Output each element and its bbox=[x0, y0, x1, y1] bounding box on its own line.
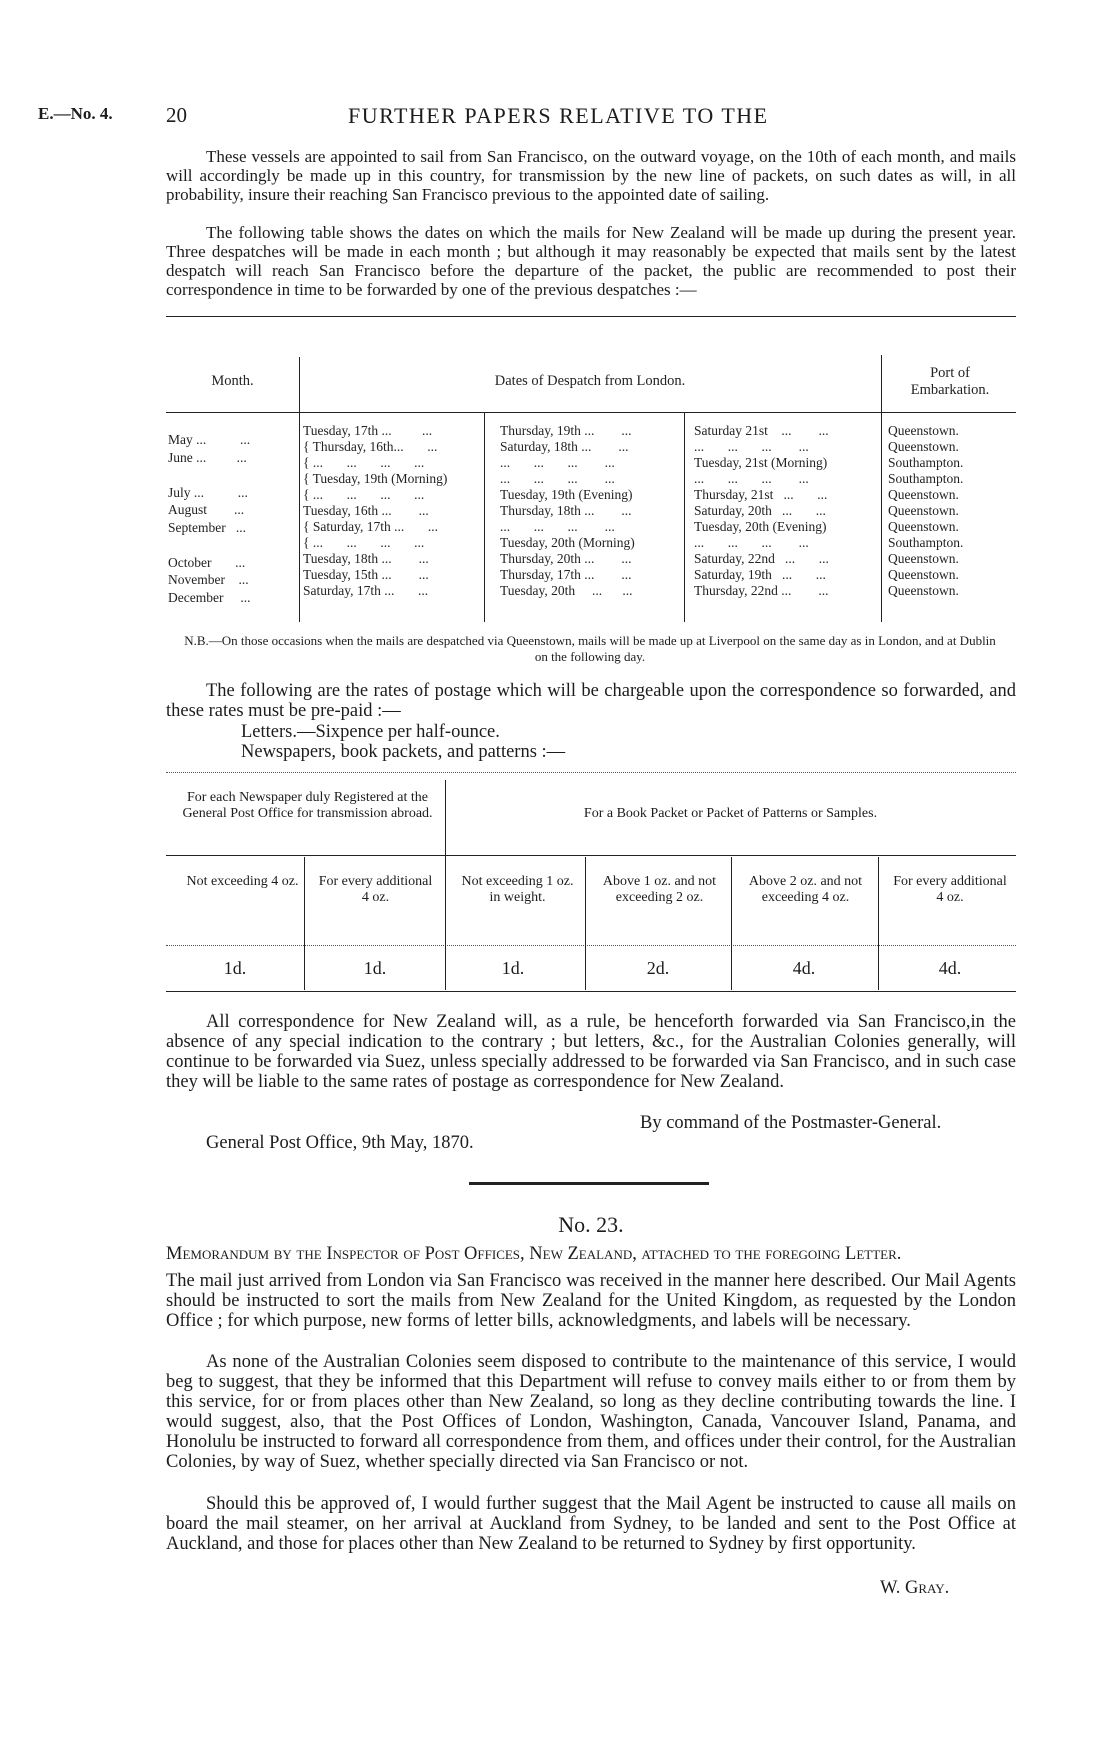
rates-col-divider-1 bbox=[304, 857, 305, 990]
dispatch-column-3: Saturday 21st ... ... ... ... ... ... Tuesday, 21st (Morning) ... ... ... ... Thursday, 21st ... ... Saturday, 20th ... ... Tuesday, 20th (Evening) ... ... ... ... Saturday, 22nd ... ... Saturday, 19th ... ... Thursday, 22nd ... ... bbox=[694, 423, 829, 598]
intro-paragraph-1-text: These vessels are appointed to sail from San Francisco, on the outward voyage, on the 10th of each month, and mails will accordingly be made up in this country, for transmission by the new line of packets, on such dates as will, in all probability, insure their reaching San Francisco previous to the appointed date of sailing. bbox=[166, 147, 1016, 204]
table-col-divider-4 bbox=[881, 355, 882, 622]
dispatch-column-1: Tuesday, 17th ... ... { Thursday, 16th... ... { ... ... ... ... { Tuesday, 19th (Morning) { ... ... ... ... Tuesday, 16th ... ... { Saturday, 17th ... ... { ... ... ... ... Tuesday, 18th ... ... Tuesday, 15th ... ... Saturday, 17th ... ... bbox=[303, 423, 448, 598]
rates-group-book: For a Book Packet or Packet of Patterns or Samples. bbox=[583, 806, 878, 821]
closing-signature: By command of the Postmaster-General. bbox=[640, 1113, 942, 1133]
memo-paragraph-1-text: The mail just arrived from London via San Francisco was received in the manner here described. Our Mail Agents should be instructed to sort the mails from New Zealand for the United Kingdom, as requested by the London Office ; for which purpose, new forms of letter bills, acknowledgments, and labels will be necessary. bbox=[166, 1271, 1016, 1331]
memo-paragraph-3 bbox=[166, 1494, 1016, 1554]
page-number: 20 bbox=[166, 103, 187, 127]
memo-paragraph-1 bbox=[166, 1271, 1016, 1331]
rates-bottom-rule bbox=[166, 991, 1016, 992]
rate-value-2: 1d. bbox=[363, 958, 387, 978]
rate-value-4: 2d. bbox=[646, 958, 670, 978]
rates-col-divider-4 bbox=[731, 857, 732, 990]
running-title: FURTHER PAPERS RELATIVE TO THE bbox=[348, 103, 769, 128]
closing-paragraph-text: All correspondence for New Zealand will, as a rule, be henceforth forwarded via San Francisco,in the absence of any special indication to the contrary ; but letters, &c., for the Australian Colonies generally, will continue to be forwarded via Suez, unless specially addressed to be forwarded via San Francisco, and in such case they will be liable to the same rates of postage as correspondence for New Zealand. bbox=[166, 1012, 1016, 1092]
rates-values-rule bbox=[166, 945, 1016, 946]
rate-value-3: 1d. bbox=[501, 958, 525, 978]
rates-col-label-4: Above 1 oz. and not exceeding 2 oz. bbox=[602, 874, 717, 905]
memo-paragraph-2 bbox=[166, 1352, 1016, 1472]
section-title: No. 23. bbox=[558, 1212, 624, 1237]
port-column: Queenstown. Queenstown. Southampton. Southampton. Queenstown. Queenstown. Queenstown. Southampton. Queenstown. Queenstown. Queenstown. bbox=[888, 423, 964, 598]
header-port: Port of Embarkation. bbox=[910, 365, 990, 398]
document-reference: E.—No. 4. bbox=[38, 104, 113, 123]
section-separator bbox=[469, 1182, 709, 1185]
table-header-rule bbox=[166, 412, 1016, 413]
table-col-divider-3 bbox=[684, 412, 685, 622]
memo-signature: W. Gray. bbox=[880, 1578, 950, 1598]
section-subtitle: Memorandum by the Inspector of Post Offices, New Zealand, attached to the foregoing Letter. bbox=[166, 1244, 902, 1264]
rate-value-5: 4d. bbox=[792, 958, 816, 978]
closing-place-date: General Post Office, 9th May, 1870. bbox=[206, 1133, 474, 1153]
header-dates: Dates of Despatch from London. bbox=[494, 373, 686, 389]
rates-intro-text: The following are the rates of postage which will be chargeable upon the correspondence so forwarded, and these rates must be pre-paid :— bbox=[166, 681, 1016, 721]
newspapers-intro: Newspapers, book packets, and patterns :— bbox=[241, 742, 566, 762]
rate-value-1: 1d. bbox=[223, 958, 247, 978]
dispatch-column-2: Thursday, 19th ... ... Saturday, 18th ... ... ... ... ... ... ... ... ... ... Tuesday, 19th (Evening) Thursday, 18th ... ... ... ... ... ... Tuesday, 20th (Morning) Thursday, 20th ... ... Thursday, 17th ... ... Tuesday, 20th ... ... bbox=[500, 423, 635, 598]
rates-group-rule bbox=[166, 855, 1016, 856]
table-top-rule bbox=[166, 316, 1016, 317]
nb-note: N.B.—On those occasions when the mails are despatched via Queenstown, mails will be made up at Liverpool on the same day as in London, and at Dublin on the following day. bbox=[184, 633, 996, 664]
rates-col-label-1: Not exceeding 4 oz. bbox=[186, 874, 299, 889]
table-col-divider-2 bbox=[484, 412, 485, 622]
intro-paragraph-1 bbox=[166, 147, 1016, 204]
rates-col-divider-3 bbox=[585, 857, 586, 990]
rate-value-6: 4d. bbox=[938, 958, 962, 978]
rates-col-label-6: For every additional 4 oz. bbox=[893, 874, 1007, 905]
memo-paragraph-3-text: Should this be approved of, I would further suggest that the Mail Agent be instructed to cause all mails on board the mail steamer, on her arrival at Auckland from Sydney, to be landed and sent to the Post Office at Auckland, and those for places other than New Zealand to be returned to Sydney by first opportunity. bbox=[166, 1494, 1016, 1554]
rates-top-rule bbox=[166, 772, 1016, 773]
intro-paragraph-2-text: The following table shows the dates on which the mails for New Zealand will be made up during the present year. Three despatches will be made in each month ; but although it may reasonably be expected that mails sent by the latest despatch will reach San Francisco before the departure of the packet, the public are recommended to post their correspondence in time to be forwarded by one of the previous despatches :— bbox=[166, 223, 1016, 299]
intro-paragraph-2 bbox=[166, 223, 1016, 299]
month-column: May ... ... June ... ... July ... ... August ... September ... October ... November ... December ... bbox=[168, 432, 251, 605]
letters-rate: Letters.—Sixpence per half-ounce. bbox=[241, 722, 500, 742]
rates-col-divider-5 bbox=[878, 857, 879, 990]
rates-col-label-5: Above 2 oz. and not exceeding 4 oz. bbox=[748, 874, 863, 905]
table-col-divider-1 bbox=[299, 357, 300, 622]
rates-intro bbox=[166, 681, 1016, 721]
closing-paragraph bbox=[166, 1012, 1016, 1092]
header-month: Month. bbox=[211, 373, 254, 389]
rates-group-newspaper: For each Newspaper duly Registered at the General Post Office for transmission abroad. bbox=[182, 790, 433, 821]
rates-col-label-2: For every additional 4 oz. bbox=[318, 874, 433, 905]
memo-paragraph-2-text: As none of the Australian Colonies seem disposed to contribute to the maintenance of this service, I would beg to suggest, that they be informed that this Department will refuse to convey mails either to or from them by this service, for or from places other than New Zealand, so long as they decline contributing towards the line. I would suggest, also, that the Post Offices of London, Washington, Canada, Vancouver Island, Panama, and Honolulu be instructed to forward all correspondence from them, and offices under their control, for the Australian Colonies, by way of Suez, whether specially directed via San Francisco or not. bbox=[166, 1352, 1016, 1472]
rates-col-label-3: Not exceeding 1 oz. in weight. bbox=[461, 874, 574, 905]
